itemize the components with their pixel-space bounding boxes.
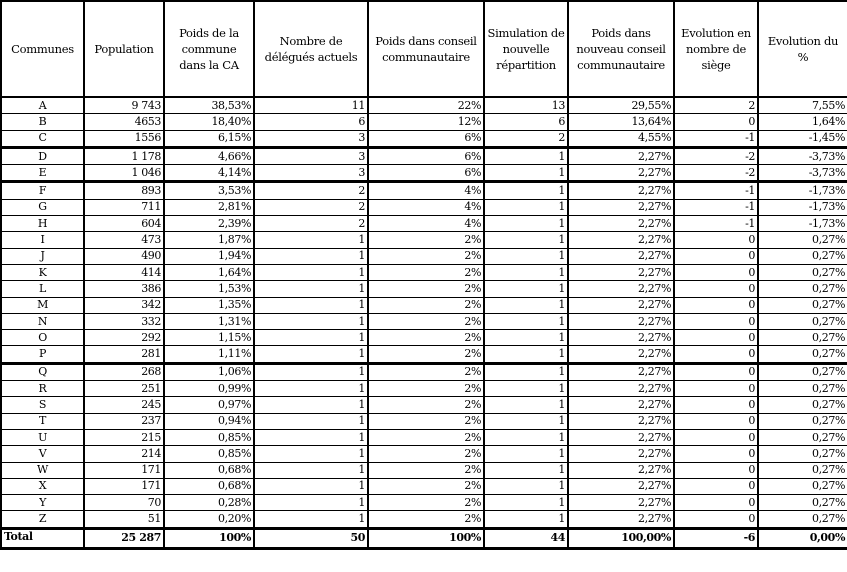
table-row (1, 216, 847, 232)
cell-simulation: 1 (484, 397, 568, 413)
cell-delegues-actuels: 1 (254, 281, 368, 297)
cell-poids-conseil: 2% (368, 429, 484, 445)
cell-simulation: 1 (484, 330, 568, 346)
cell-poids-nouveau: 2,27% (568, 232, 674, 248)
cell-population: 4653 (84, 114, 164, 130)
cell-poids-nouveau: 4,55% (568, 130, 674, 147)
cell-simulation: 1 (484, 199, 568, 215)
cell-poids-nouveau: 29,55% (568, 97, 674, 114)
table-row (1, 495, 847, 511)
cell-poids-nouveau: 2,27% (568, 429, 674, 445)
column-header-poids-ca: Poids de la commune dans la CA (164, 1, 254, 97)
cell-poids-conseil: 4% (368, 182, 484, 199)
cell-commune: I (1, 232, 84, 248)
table-row (1, 363, 847, 380)
cell-evolution-sieges: 0 (674, 363, 758, 380)
table-row (1, 182, 847, 199)
cell-population: 473 (84, 232, 164, 248)
cell-evolution-pct: 0,27% (758, 297, 847, 313)
cell-poids-ca: 0,99% (164, 381, 254, 397)
cell-delegues-actuels: 2 (254, 199, 368, 215)
cell-poids-nouveau: 2,27% (568, 381, 674, 397)
cell-simulation: 1 (484, 232, 568, 248)
cell-evolution-pct: 0,27% (758, 281, 847, 297)
cell-population: 237 (84, 413, 164, 429)
cell-evolution-sieges: 0 (674, 114, 758, 130)
table-row (1, 511, 847, 528)
cell-evolution-pct: 0,27% (758, 264, 847, 280)
cell-commune: L (1, 281, 84, 297)
cell-population: 171 (84, 478, 164, 494)
table-row (1, 478, 847, 494)
cell-evolution-sieges: 0 (674, 232, 758, 248)
cell-delegues-actuels: 1 (254, 297, 368, 313)
cell-poids-conseil: 2% (368, 495, 484, 511)
table-row (1, 114, 847, 130)
cell-poids-nouveau: 2,27% (568, 330, 674, 346)
column-header-evolution-sieges: Evolution en nombre de siège (674, 1, 758, 97)
cell-poids-ca: 1,31% (164, 313, 254, 329)
cell-delegues-actuels: 1 (254, 397, 368, 413)
cell-poids-conseil: 2% (368, 446, 484, 462)
cell-simulation: 1 (484, 281, 568, 297)
cell-population: 281 (84, 346, 164, 363)
table-row (1, 248, 847, 264)
cell-poids-nouveau: 2,27% (568, 446, 674, 462)
total-evolution-pct: 0,00% (758, 528, 847, 548)
cell-evolution-pct: 0,27% (758, 495, 847, 511)
cell-evolution-sieges: -1 (674, 182, 758, 199)
cell-simulation: 1 (484, 462, 568, 478)
cell-delegues-actuels: 1 (254, 313, 368, 329)
cell-commune: B (1, 114, 84, 130)
cell-simulation: 1 (484, 446, 568, 462)
cell-commune: T (1, 413, 84, 429)
cell-population: 245 (84, 397, 164, 413)
cell-poids-ca: 1,06% (164, 363, 254, 380)
table-row (1, 297, 847, 313)
cell-poids-ca: 1,11% (164, 346, 254, 363)
cell-poids-conseil: 6% (368, 147, 484, 164)
cell-evolution-pct: -1,73% (758, 182, 847, 199)
cell-population: 171 (84, 462, 164, 478)
cell-population: 1 046 (84, 165, 164, 182)
cell-poids-ca: 1,53% (164, 281, 254, 297)
cell-evolution-sieges: -2 (674, 165, 758, 182)
cell-poids-conseil: 2% (368, 381, 484, 397)
column-header-poids-nouveau: Poids dans nouveau conseil communautaire (568, 1, 674, 97)
cell-poids-nouveau: 2,27% (568, 248, 674, 264)
cell-evolution-sieges: 0 (674, 511, 758, 528)
cell-poids-ca: 4,66% (164, 147, 254, 164)
cell-poids-ca: 1,87% (164, 232, 254, 248)
cell-population: 251 (84, 381, 164, 397)
cell-evolution-pct: -1,73% (758, 199, 847, 215)
cell-evolution-pct: 0,27% (758, 232, 847, 248)
cell-evolution-sieges: 0 (674, 413, 758, 429)
cell-poids-ca: 2,39% (164, 216, 254, 232)
cell-evolution-pct: 0,27% (758, 478, 847, 494)
cell-commune: D (1, 147, 84, 164)
total-row (1, 528, 847, 548)
cell-delegues-actuels: 2 (254, 216, 368, 232)
cell-evolution-sieges: 0 (674, 248, 758, 264)
cell-poids-ca: 0,20% (164, 511, 254, 528)
cell-commune: F (1, 182, 84, 199)
cell-population: 604 (84, 216, 164, 232)
cell-delegues-actuels: 1 (254, 381, 368, 397)
cell-evolution-pct: 0,27% (758, 446, 847, 462)
table-row (1, 313, 847, 329)
cell-poids-nouveau: 2,27% (568, 478, 674, 494)
cell-poids-nouveau: 2,27% (568, 363, 674, 380)
cell-evolution-sieges: 0 (674, 478, 758, 494)
cell-poids-ca: 1,35% (164, 297, 254, 313)
cell-evolution-sieges: 0 (674, 330, 758, 346)
table-row (1, 165, 847, 182)
cell-evolution-pct: 0,27% (758, 330, 847, 346)
cell-evolution-sieges: -1 (674, 199, 758, 215)
cell-simulation: 1 (484, 264, 568, 280)
cell-evolution-pct: -3,73% (758, 165, 847, 182)
cell-commune: S (1, 397, 84, 413)
cell-evolution-sieges: 0 (674, 462, 758, 478)
cell-poids-conseil: 4% (368, 216, 484, 232)
cell-poids-conseil: 2% (368, 478, 484, 494)
table-row (1, 199, 847, 215)
cell-poids-nouveau: 2,27% (568, 462, 674, 478)
cell-poids-ca: 0,97% (164, 397, 254, 413)
cell-poids-conseil: 2% (368, 264, 484, 280)
table-row (1, 413, 847, 429)
cell-commune: X (1, 478, 84, 494)
cell-simulation: 13 (484, 97, 568, 114)
cell-poids-nouveau: 2,27% (568, 413, 674, 429)
cell-simulation: 1 (484, 429, 568, 445)
cell-commune: H (1, 216, 84, 232)
cell-delegues-actuels: 1 (254, 511, 368, 528)
cell-evolution-sieges: -1 (674, 216, 758, 232)
cell-simulation: 1 (484, 165, 568, 182)
cell-evolution-pct: 0,27% (758, 462, 847, 478)
total-poids-conseil: 100% (368, 528, 484, 548)
cell-delegues-actuels: 1 (254, 330, 368, 346)
cell-poids-conseil: 2% (368, 313, 484, 329)
cell-delegues-actuels: 1 (254, 264, 368, 280)
cell-commune: P (1, 346, 84, 363)
cell-poids-nouveau: 2,27% (568, 397, 674, 413)
cell-evolution-pct: 7,55% (758, 97, 847, 114)
cell-poids-nouveau: 2,27% (568, 346, 674, 363)
cell-commune: G (1, 199, 84, 215)
cell-poids-ca: 0,68% (164, 478, 254, 494)
cell-poids-ca: 1,15% (164, 330, 254, 346)
cell-evolution-sieges: 0 (674, 429, 758, 445)
total-poids-nouveau: 100,00% (568, 528, 674, 548)
cell-commune: C (1, 130, 84, 147)
table-row (1, 446, 847, 462)
cell-evolution-pct: -3,73% (758, 147, 847, 164)
cell-simulation: 1 (484, 478, 568, 494)
cell-evolution-pct: 0,27% (758, 511, 847, 528)
cell-evolution-pct: 0,27% (758, 397, 847, 413)
cell-evolution-sieges: 0 (674, 495, 758, 511)
cell-poids-nouveau: 2,27% (568, 147, 674, 164)
cell-poids-ca: 0,28% (164, 495, 254, 511)
cell-simulation: 1 (484, 495, 568, 511)
cell-simulation: 2 (484, 130, 568, 147)
cell-delegues-actuels: 1 (254, 363, 368, 380)
cell-poids-nouveau: 2,27% (568, 199, 674, 215)
cell-evolution-pct: -1,45% (758, 130, 847, 147)
cell-delegues-actuels: 11 (254, 97, 368, 114)
cell-evolution-sieges: 0 (674, 446, 758, 462)
cell-population: 292 (84, 330, 164, 346)
cell-poids-conseil: 2% (368, 511, 484, 528)
cell-commune: N (1, 313, 84, 329)
cell-delegues-actuels: 2 (254, 182, 368, 199)
cell-poids-nouveau: 2,27% (568, 165, 674, 182)
cell-evolution-sieges: 0 (674, 264, 758, 280)
cell-simulation: 6 (484, 114, 568, 130)
cell-poids-conseil: 2% (368, 248, 484, 264)
cell-poids-nouveau: 2,27% (568, 264, 674, 280)
column-header-delegues-actuels: Nombre de délégués actuels (254, 1, 368, 97)
cell-commune: Q (1, 363, 84, 380)
cell-simulation: 1 (484, 313, 568, 329)
cell-simulation: 1 (484, 363, 568, 380)
cell-evolution-pct: -1,73% (758, 216, 847, 232)
cell-poids-ca: 2,81% (164, 199, 254, 215)
cell-commune: Z (1, 511, 84, 528)
cell-poids-conseil: 22% (368, 97, 484, 114)
cell-poids-conseil: 2% (368, 281, 484, 297)
cell-evolution-pct: 1,64% (758, 114, 847, 130)
cell-commune: U (1, 429, 84, 445)
column-header-commune: Communes (1, 1, 84, 97)
cell-poids-nouveau: 2,27% (568, 297, 674, 313)
cell-evolution-pct: 0,27% (758, 363, 847, 380)
cell-simulation: 1 (484, 511, 568, 528)
column-header-population: Population (84, 1, 164, 97)
cell-evolution-sieges: 0 (674, 346, 758, 363)
cell-evolution-sieges: 0 (674, 297, 758, 313)
cell-poids-nouveau: 2,27% (568, 216, 674, 232)
cell-simulation: 1 (484, 297, 568, 313)
cell-population: 1556 (84, 130, 164, 147)
cell-delegues-actuels: 1 (254, 446, 368, 462)
cell-simulation: 1 (484, 381, 568, 397)
cell-evolution-sieges: 0 (674, 397, 758, 413)
cell-evolution-sieges: -1 (674, 130, 758, 147)
cell-poids-conseil: 2% (368, 330, 484, 346)
cell-delegues-actuels: 3 (254, 165, 368, 182)
cell-delegues-actuels: 1 (254, 248, 368, 264)
cell-delegues-actuels: 3 (254, 147, 368, 164)
cell-simulation: 1 (484, 413, 568, 429)
cell-evolution-sieges: 0 (674, 313, 758, 329)
table-row (1, 232, 847, 248)
cell-poids-conseil: 2% (368, 363, 484, 380)
cell-population: 386 (84, 281, 164, 297)
cell-poids-ca: 1,64% (164, 264, 254, 280)
table-row (1, 130, 847, 147)
cell-poids-ca: 6,15% (164, 130, 254, 147)
total-population: 25 287 (84, 528, 164, 548)
cell-poids-nouveau: 2,27% (568, 511, 674, 528)
cell-population: 332 (84, 313, 164, 329)
cell-evolution-sieges: 2 (674, 97, 758, 114)
cell-evolution-pct: 0,27% (758, 381, 847, 397)
cell-poids-conseil: 2% (368, 297, 484, 313)
cell-simulation: 1 (484, 216, 568, 232)
cell-delegues-actuels: 1 (254, 429, 368, 445)
cell-simulation: 1 (484, 248, 568, 264)
cell-poids-ca: 4,14% (164, 165, 254, 182)
cell-poids-conseil: 6% (368, 165, 484, 182)
cell-delegues-actuels: 1 (254, 478, 368, 494)
cell-poids-conseil: 4% (368, 199, 484, 215)
cell-poids-conseil: 6% (368, 130, 484, 147)
total-delegues-actuels: 50 (254, 528, 368, 548)
cell-poids-ca: 18,40% (164, 114, 254, 130)
cell-poids-conseil: 2% (368, 397, 484, 413)
cell-poids-nouveau: 2,27% (568, 182, 674, 199)
cell-population: 342 (84, 297, 164, 313)
cell-poids-ca: 0,94% (164, 413, 254, 429)
table-row (1, 429, 847, 445)
cell-delegues-actuels: 1 (254, 346, 368, 363)
cell-commune: E (1, 165, 84, 182)
cell-commune: M (1, 297, 84, 313)
cell-delegues-actuels: 1 (254, 413, 368, 429)
cell-commune: O (1, 330, 84, 346)
column-header-evolution-pct: Evolution du % (758, 1, 847, 97)
total-poids-ca: 100% (164, 528, 254, 548)
cell-evolution-pct: 0,27% (758, 346, 847, 363)
cell-poids-ca: 3,53% (164, 182, 254, 199)
cell-evolution-sieges: 0 (674, 281, 758, 297)
cell-population: 268 (84, 363, 164, 380)
table-row (1, 381, 847, 397)
cell-poids-ca: 0,85% (164, 429, 254, 445)
cell-poids-ca: 1,94% (164, 248, 254, 264)
cell-delegues-actuels: 3 (254, 130, 368, 147)
cell-poids-conseil: 2% (368, 346, 484, 363)
cell-population: 1 178 (84, 147, 164, 164)
cell-population: 51 (84, 511, 164, 528)
cell-population: 215 (84, 429, 164, 445)
cell-evolution-sieges: -2 (674, 147, 758, 164)
table-row (1, 147, 847, 164)
header-row (1, 1, 847, 97)
cell-poids-ca: 0,68% (164, 462, 254, 478)
table-row (1, 330, 847, 346)
total-evolution-sieges: -6 (674, 528, 758, 548)
cell-evolution-pct: 0,27% (758, 248, 847, 264)
table-row (1, 462, 847, 478)
cell-commune: W (1, 462, 84, 478)
cell-population: 214 (84, 446, 164, 462)
cell-delegues-actuels: 1 (254, 232, 368, 248)
cell-commune: R (1, 381, 84, 397)
total-commune: Total (1, 528, 84, 548)
cell-commune: J (1, 248, 84, 264)
cell-commune: K (1, 264, 84, 280)
cell-poids-nouveau: 2,27% (568, 313, 674, 329)
cell-evolution-pct: 0,27% (758, 429, 847, 445)
cell-evolution-sieges: 0 (674, 381, 758, 397)
table-row (1, 397, 847, 413)
cell-population: 70 (84, 495, 164, 511)
cell-delegues-actuels: 6 (254, 114, 368, 130)
cell-commune: A (1, 97, 84, 114)
cell-commune: V (1, 446, 84, 462)
cell-population: 9 743 (84, 97, 164, 114)
table-row (1, 264, 847, 280)
table-row (1, 346, 847, 363)
cell-simulation: 1 (484, 147, 568, 164)
cell-poids-nouveau: 13,64% (568, 114, 674, 130)
cell-poids-ca: 0,85% (164, 446, 254, 462)
cell-population: 414 (84, 264, 164, 280)
total-simulation: 44 (484, 528, 568, 548)
table-row (1, 97, 847, 114)
cell-population: 893 (84, 182, 164, 199)
cell-poids-nouveau: 2,27% (568, 281, 674, 297)
cell-evolution-pct: 0,27% (758, 313, 847, 329)
cell-simulation: 1 (484, 182, 568, 199)
cell-population: 711 (84, 199, 164, 215)
table-row (1, 281, 847, 297)
cell-population: 490 (84, 248, 164, 264)
cell-poids-nouveau: 2,27% (568, 495, 674, 511)
cell-delegues-actuels: 1 (254, 462, 368, 478)
column-header-simulation: Simulation de nouvelle répartition (484, 1, 568, 97)
cell-evolution-pct: 0,27% (758, 413, 847, 429)
cell-poids-conseil: 2% (368, 462, 484, 478)
cell-poids-ca: 38,53% (164, 97, 254, 114)
cell-poids-conseil: 2% (368, 413, 484, 429)
cell-poids-conseil: 12% (368, 114, 484, 130)
column-header-poids-conseil: Poids dans conseil communautaire (368, 1, 484, 97)
cell-simulation: 1 (484, 346, 568, 363)
cell-commune: Y (1, 495, 84, 511)
cell-delegues-actuels: 1 (254, 495, 368, 511)
cell-poids-conseil: 2% (368, 232, 484, 248)
